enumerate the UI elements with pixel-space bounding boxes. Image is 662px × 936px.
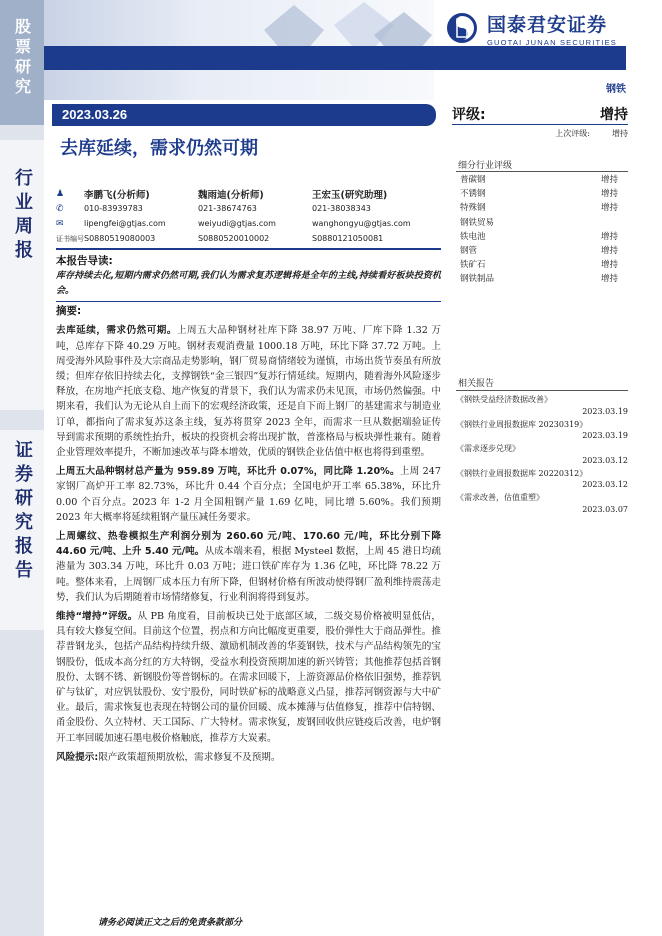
list-item[interactable] xyxy=(456,419,628,442)
related-reports-title: 相关报告 xyxy=(458,379,495,389)
related-report-date: 2023.03.07 xyxy=(582,504,628,514)
risk-warning-lead: 风险提示: xyxy=(56,751,99,763)
analyst-cert-row xyxy=(56,231,441,246)
sub-industry-name: 铁电池 xyxy=(460,231,486,242)
analyst-cert: S0880520010002 xyxy=(198,234,270,243)
email-icon: ✉ xyxy=(56,218,64,229)
sub-industry-rating: 增持 xyxy=(600,231,618,242)
sub-industry-rating: 增持 xyxy=(600,246,618,257)
sub-industry-name: 铁矿石 xyxy=(460,260,486,271)
sub-industry-rating: 增持 xyxy=(600,203,618,214)
sub-industry-title: 细分行业评级 xyxy=(458,161,513,171)
analyst-block xyxy=(56,186,441,246)
guide-text: 库存持续去化,短期内需求仍然可期,我们认为需求复苏逻辑将是全年的主线,持续看好板块投资机会。 xyxy=(56,271,441,297)
analyst-phone: 021-38038343 xyxy=(312,204,371,213)
analyst-phone: 021-38674763 xyxy=(198,204,257,213)
paragraph-output-text: 上周 247 家钢厂高炉开工率 82.73%，环比升 0.44 个百分点；全国电炉开工率 65.38%，环比升 0.00 个百分点。2023 年 1-2 月全国粗钢产量 1.69 亿吨，同比增 5.60%。我们预期 2023 年大概率将延续粗钢产量压减任务要求。 xyxy=(56,466,441,523)
analyst-email[interactable]: lipengfei@gtjas.com xyxy=(84,219,166,228)
sub-industry-name: 钢铁制品 xyxy=(460,274,495,285)
paragraph-output-lead: 上周五大品种钢材总产量为 959.89 万吨，环比升 0.07%，同比降 1.20%。 xyxy=(56,466,400,478)
header-blue-rule xyxy=(44,46,626,70)
previous-rating-value: 增持 xyxy=(612,129,628,138)
guide-divider xyxy=(56,301,441,302)
list-item[interactable] xyxy=(456,492,628,515)
rating-box xyxy=(452,104,628,140)
related-report-date: 2023.03.12 xyxy=(582,480,628,489)
table-row xyxy=(456,243,628,257)
sub-industry-name: 特殊钢 xyxy=(460,203,486,214)
sidebar-weekly-report xyxy=(0,140,44,410)
related-report-date: 2023.03.19 xyxy=(582,406,628,416)
table-row xyxy=(456,172,628,186)
rating-divider xyxy=(452,124,628,125)
list-item[interactable] xyxy=(456,468,628,491)
analyst-email-row xyxy=(56,216,441,231)
paragraph-profit-lead: 上周螺纹、热卷模拟生产利润分别为 260.60 元/吨、170.60 元/吨，环比分别下降 44.60 元/吨、上升 5.40 元/吨。 xyxy=(56,531,441,558)
report-body xyxy=(56,254,441,765)
paragraph-inventory-text: 上周五大品种钢材社库下降 38.97 万吨、厂库下降 1.32 万吨，总库存下降 40.29 万吨。钢材表观消费量 1000.18 万吨，环比下降 37.72 万吨。上周受海外风险事件及大宗商品走势影响，钢厂贸易商情绪较为谨慎，市场出货节奏虽有所放缓；但库存依旧持续去化，支撑钢铁“金三银四”复苏行情延续。短期内，随着海外风险逐步释放，在房地产托底支稳、地产恢复的背景下，我们认为需求仍未见顶，市场仍然偏强。中期来看，我们认为无论从自上而下的宏观经济政策，还是自下而上钢厂的基建需求与制造业订单，都指向了需求复苏这条主线，复苏将贯穿 2023 全年，而需求一旦从数据端验证传导到需求预期的系统性抬升，板块的投资机会将出现扩散，普涨格局与板块弹性兼有。随着企业管理效率提升，不断加速改革与降本增效，优质的钢铁企业估值中枢也将得到重塑。 xyxy=(56,325,442,459)
analyst-phone: 010-83939783 xyxy=(84,204,143,213)
analyst-cert: S0880121050081 xyxy=(312,234,384,243)
paragraph-rating-lead: 维持“增持”评级。 xyxy=(56,611,138,623)
rating-label: 评级: xyxy=(452,107,486,123)
analyst-email[interactable]: weiyudi@gtjas.com xyxy=(198,219,276,228)
table-row xyxy=(456,271,628,285)
analyst-name: 李鹏飞(分析师) xyxy=(84,189,150,201)
related-report-name: 《钢铁受益经济数据改善》 xyxy=(456,395,552,404)
sub-industry-name: 钢管 xyxy=(460,246,478,257)
paragraph-profit xyxy=(56,529,441,605)
sidebar-weekly-report-label: 行业周报 xyxy=(12,168,33,264)
report-title: 去库延续，需求仍然可期 xyxy=(60,138,258,159)
cert-label: 证书编号 xyxy=(56,234,84,243)
sidebar-stock-research xyxy=(0,0,44,125)
related-report-name: 《需求逐步兑现》 xyxy=(456,444,520,453)
analyst-email[interactable]: wanghongyu@gtjas.com xyxy=(312,219,411,228)
related-report-name: 《钢铁行业周报数据库 20220312》 xyxy=(456,468,588,478)
sidebar-stock-research-label: 股票研究 xyxy=(12,18,32,98)
analyst-name-row xyxy=(56,186,441,201)
sub-industry-rating: 增持 xyxy=(600,260,618,271)
logo-english-text: GUOTAI JUNAN SECURITIES xyxy=(487,37,617,47)
person-icon: ♟ xyxy=(56,188,65,199)
risk-warning xyxy=(56,750,441,765)
sub-industry-rating: 增持 xyxy=(600,274,618,285)
table-row xyxy=(456,200,628,214)
phone-icon: ✆ xyxy=(56,203,64,214)
industry-tag: 钢铁 xyxy=(606,84,626,95)
paragraph-inventory xyxy=(56,323,441,460)
sub-industry-table xyxy=(456,171,628,286)
guide-heading: 本报告导读: xyxy=(56,255,113,267)
table-row xyxy=(456,186,628,200)
analyst-name: 王宏玉(研究助理) xyxy=(312,189,388,201)
analyst-name: 魏雨迪(分析师) xyxy=(198,189,264,201)
paragraph-profit-text: 从成本端来看，根据 Mysteel 数据，上周 45 港日均疏港量为 303.34 万吨，环比升 0.03 万吨；进口铁矿库存为 1.36 亿吨，环比降 78.22 万吨。整体来看，上周钢厂成本压力有所下降，但钢材价格有所波动使得钢厂盈利维持震荡走势，我们认为后期随着市场情绪修复，行业利润将得到复苏。 xyxy=(56,546,441,603)
logo-mark-icon xyxy=(445,11,481,45)
related-report-name: 《需求改善，估值重塑》 xyxy=(456,493,544,502)
related-report-name: 《钢铁行业周报数据库 20230319》 xyxy=(456,419,588,429)
footer-disclaimer: 请务必阅读正文之后的免责条款部分 xyxy=(98,918,243,928)
logo-chinese-text: 国泰君安证券 xyxy=(487,13,608,36)
abstract-heading: 摘要: xyxy=(56,305,82,318)
report-date: 2023.03.26 xyxy=(52,104,436,126)
sub-industry-rating: 增持 xyxy=(600,189,618,200)
list-item[interactable] xyxy=(456,443,628,466)
related-report-date: 2023.03.12 xyxy=(582,455,628,465)
company-logo xyxy=(445,8,655,48)
table-row xyxy=(456,257,628,271)
list-item[interactable] xyxy=(456,394,628,417)
analyst-cert: S0880519080003 xyxy=(84,234,156,243)
table-row xyxy=(456,229,628,243)
paragraph-inventory-lead: 去库延续，需求仍然可期。 xyxy=(56,325,177,337)
paragraph-rating-text: 从 PB 角度看，目前板块已处于底部区域，二级交易价格被明显低估，具有较大修复空间。目前这个位置，拐点和方向比幅度更重要，股价弹性大于商品弹性。推荐普钢龙头，包括产品结构持续升级、激励机制改善的华菱钢铁，技术与产品结构领先的宝钢股份，低成本高分红的方大特钢，受益水利投资预期加速的新兴铸管；其他推荐包括首钢股份、太钢不锈、新钢股份等普钢标的。在需求回暖下，上游资源品价格依旧强势，推荐钒矿与钛矿，对应钒钛股份、安宁股份，同时铁矿标的战略意义凸显，推荐河钢资源与大中矿业。最后，需求恢复也表现在特钢公司的量价回暖、成本摊薄与估值修复，推荐中信特钢、甬金股份、久立特材、天工国际、广大特材。需求恢复，废钢回收供应链疫后改善，电炉钢开工率回暖加速石墨电极价格触底，推荐方大炭素。 xyxy=(56,611,441,744)
sub-industry-name: 普碳钢 xyxy=(460,175,486,186)
paragraph-rating xyxy=(56,609,441,746)
previous-rating-label: 上次评级: xyxy=(555,129,590,138)
sidebar-securities-report xyxy=(0,430,44,630)
related-reports-list xyxy=(456,390,628,517)
sub-industry-name: 不锈钢 xyxy=(460,189,486,200)
sub-industry-rating: 增持 xyxy=(600,175,618,186)
risk-warning-text: 限产政策超预期放松，需求修复不及预期。 xyxy=(98,751,281,763)
related-report-date: 2023.03.19 xyxy=(582,431,628,440)
analyst-divider xyxy=(56,248,441,250)
rating-value: 增持 xyxy=(600,107,628,123)
table-row xyxy=(456,215,628,229)
analyst-phone-row xyxy=(56,201,441,216)
sidebar-securities-report-label: 证券研究报告 xyxy=(12,440,33,584)
paragraph-output xyxy=(56,464,441,525)
sub-industry-name: 钢铁贸易 xyxy=(460,217,495,228)
